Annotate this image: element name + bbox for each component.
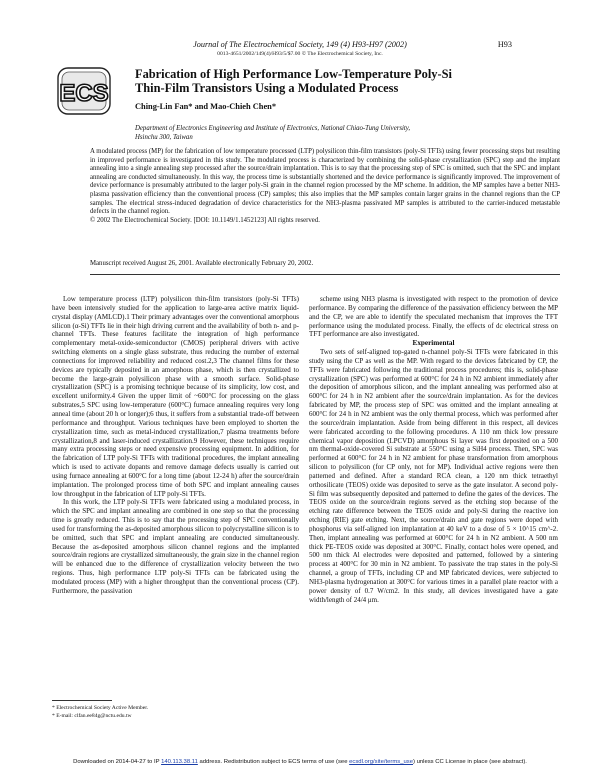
abstract [90,148,560,225]
section-heading-experimental: Experimental [412,339,455,348]
affiliation [135,124,555,142]
intro-paragraph-2: In this work, the LTP poly-Si TFTs were fabricated using a modulated process, in which the SPC and implant annealing are combined in one step so that the processing time is greatly reduced. This is to say that the processing step of SPC conventionally used for transforming the as-deposited amorphous silicon to polycrystalline silicon is to be omitted, such that SPC and implant annealing are conducted simultaneously. Because the as-deposited amorphous silicon channel regions and the implanted source/drain regions are crystallized simultaneously, the grain size in the channel region will be enhanced due to the difference of crystallization velocity between the two regions. Thus, high performance LTP poly-Si TFTs can be fabricated using the modulated process (MP) with a higher throughput than the conventional process (CP). Furthermore, the passivation [52,498,299,595]
footnote-divider [52,700,112,701]
intro-paragraph-3: scheme using NH3 plasma is investigated with respect to the promotion of device performance. By comparing the difference of the passivation efficiency between the MP and the CP, we are able to identify the speculated mechanism that improves the TFT performance using the modulated process. Finally, the effects of dc electrical stress on TFT performance are also investigated. [309,295,558,339]
logo-text: ECS [59,80,109,107]
affiliation-line-1: Department of Electronics Engineering and Institute of Electronics, National Chiao-Tung University, [135,125,411,132]
footnote-member: * Electrochemical Society Active Member. [52,705,149,711]
copyright-line: © 2002 The Electrochemical Society. [DOI: 10.1149/1.1452123] All rights reserved. [90,216,320,224]
issn-line: 0013-4651/2002/149(4)/H93/5/$7.00 © The Electrochemical Society, Inc. [217,51,383,57]
ecs-logo [54,62,114,120]
intro-paragraph-1: Low temperature process (LTP) polysilicon thin-film transistors (poly-Si TFTs) have been intensively studied for the application to large-area active matrix liquid-crystal display (AMLCD).1 Their primary advantages over the conventional amorphous silicon (α-Si) TFTs lie in their high driving current and the availability of both n- and p-channel TFTs. These features facilitate the integration of high performance complementary metal-oxide-semiconductor (CMOS) peripheral drivers with active switching elements on a single glass substrate, thus reducing the number of external connections for improved reliability and reduced cost.2,3 The channel films for these devices are typically deposited in an amorphous phase, which is then crystallized to become the large-grain polysilicon phase with a smooth surface. Solid-phase crystallization (SPC) is a promising technique because of its simplicity, low cost, and excellent uniformity.4 Given the upper limit of ~600°C for processing on the glass substrates,5 SPC using low-temperature (600°C) furnace annealing requires very long anneal time (about 20 h or longer);6 thus, it suffers from a substantial trade-off between performance and throughput. Various techniques have been employed to shorten the crystallization time, such as metal-induced crystallization,7 plasma treatments before crystallization,8 and laser-induced crystallization.9 However, these techniques require many extra processing steps or need expensive processing equipment. In addition, for the fabrication of LTP poly-Si TFTs with traditional procedures, the implant annealing which is used to activate dopants and remove damage defects usually is carried out using furnace annealing at 600°C for a long time (about 12-24 h) after the source/drain implantation. The prolonged process time of both SPC and implant annealing causes low throughput in the fabrication of LTP poly-Si TFTs. [52,295,299,498]
right-column [309,295,558,739]
footer-mid: address. Redistribution subject to ECS terms of use (see [199,759,348,765]
ecs-logo-graphic [54,62,114,120]
authors: Ching-Lin Fan* and Mao-Chieh Chen* [135,102,277,111]
footer-prefix: Downloaded on 2014-04-27 to IP [73,759,160,765]
abstract-text: A modulated process (MP) for the fabrication of low temperature processed (LTP) polysilicon thin-film transistors (poly-Si TFTs) using fewer processing steps but resulting in improved performance is investigated in this study. The modulated process is characterized by combining the solid-phase crystallization (SPC) step and the implant annealing into a single annealing step processed after the source/drain implantation. This is to say that the processing step of SPC is omitted, such that the SPC and implant annealing are conducted simultaneously. In this way, the process time is substantially shortened and the device performance is significantly improved. The improvement of device performance is presumably attributed to the larger poly-Si grain in the channel region processed by the MP scheme. In addition, the MP samples have a better NH3-plasma passivation efficiency than the conventional process (CP) samples; this also implies that the MP samples contain larger grains in the channel regions than the CP samples. The electrical stress-induced degradation of device characteristics for the NH3-plasma passivated MP samples is attributed to the carrier-induced metastable defects in the channel region. [90,148,560,216]
footer-terms-link[interactable]: ecsdl.org/site/terms_use [349,759,413,765]
journal-citation: Journal of The Electrochemical Society, 149 (4) H93-H97 (2002) [193,40,407,49]
affiliation-line-2: Hsinchu 300, Taiwan [135,134,193,141]
title-line-1: Fabrication of High Performance Low-Temperature Poly-Si [135,67,452,81]
download-footer [0,759,600,765]
manuscript-dates: Manuscript received August 26, 2001. Available electronically February 20, 2002. [90,260,314,267]
experimental-paragraph: Two sets of self-aligned top-gated n-channel poly-Si TFTs were fabricated in this study using the CP as well as the MP. With regard to the devices fabricated by CP, the TFTs were fabricated following the traditional process procedures; this is, solid-phase crystallization (SPC) was performed at 600°C for 24 h in N2 ambient immediately after the deposition of amorphous silicon, and the implant annealing was performed also at 600°C for 24 h in N2 ambient after the source/drain implantation. As for the devices fabricated by MP, the process step of SPC was omitted and the implant annealing at 600°C for 24 h in N2 ambient was the only thermal process, which was performed after the source/drain implantation. Aside from being different in this respect, all devices were fabricated according to the following procedures. A 110 nm thick low pressure chemical vapor deposition (LPCVD) amorphous Si layer was first deposited on a 500 nm thermal-oxide-covered Si substrate at 550°C using a SiH4 process. Then, SPC was performed at 600°C for 24 h in N2 ambient for phase transformation from amorphous silicon to polysilicon (for CP only, not for MP). Individual active regions were then patterned and defined. After a standard RCA clean, a 120 nm thick tetraethyl orthosilicate (TEOS) oxide was deposited to serve as the gate insulator. A second poly-Si film was subsequently deposited and patterned to define the gates of the devices. The TEOS oxide on the source/drain regions served as the etching stop because of the etching rate difference between the TEOS oxide and poly-Si during the reactive ion etching (RIE) gate etching. Next, the source/drain and gate regions were doped with phosphorus via self-aligned ion implantation at 40 keV to a dose of 5 × 10^15 cm^-2. Then, implant annealing was performed at 600°C for 24 h in N2 ambient. A 500 nm thick PE-TEOS oxide was deposited at 300°C. Finally, contact holes were opened, and 500 nm thick Al electrodes were deposited and patterned, followed by a sintering process at 400°C for 30 min in N2 ambient. To passivate the trap states in the poly-Si channel, a group of TFTs, including CP and MP fabricated devices, were subjected to NH3-plasma hydrogenation at 300°C for various times in a parallel plate reactor with a power density of 0.7 W/cm2. In this study, all devices investigated have a gate width/length of 24/4 μm. [309,348,558,604]
footer-suffix: ) unless CC License in place (see abstract). [412,759,527,765]
article-title [135,68,555,95]
title-line-2: Thin-Film Transistors Using a Modulated Process [135,80,399,95]
left-column [52,295,299,675]
footer-ip-link[interactable]: 140.113.38.11 [161,759,198,765]
divider [90,274,560,275]
page-number: H93 [497,40,512,49]
footnote-email: * E-mail: clfan.ee84g@nctu.edu.tw [52,713,132,719]
